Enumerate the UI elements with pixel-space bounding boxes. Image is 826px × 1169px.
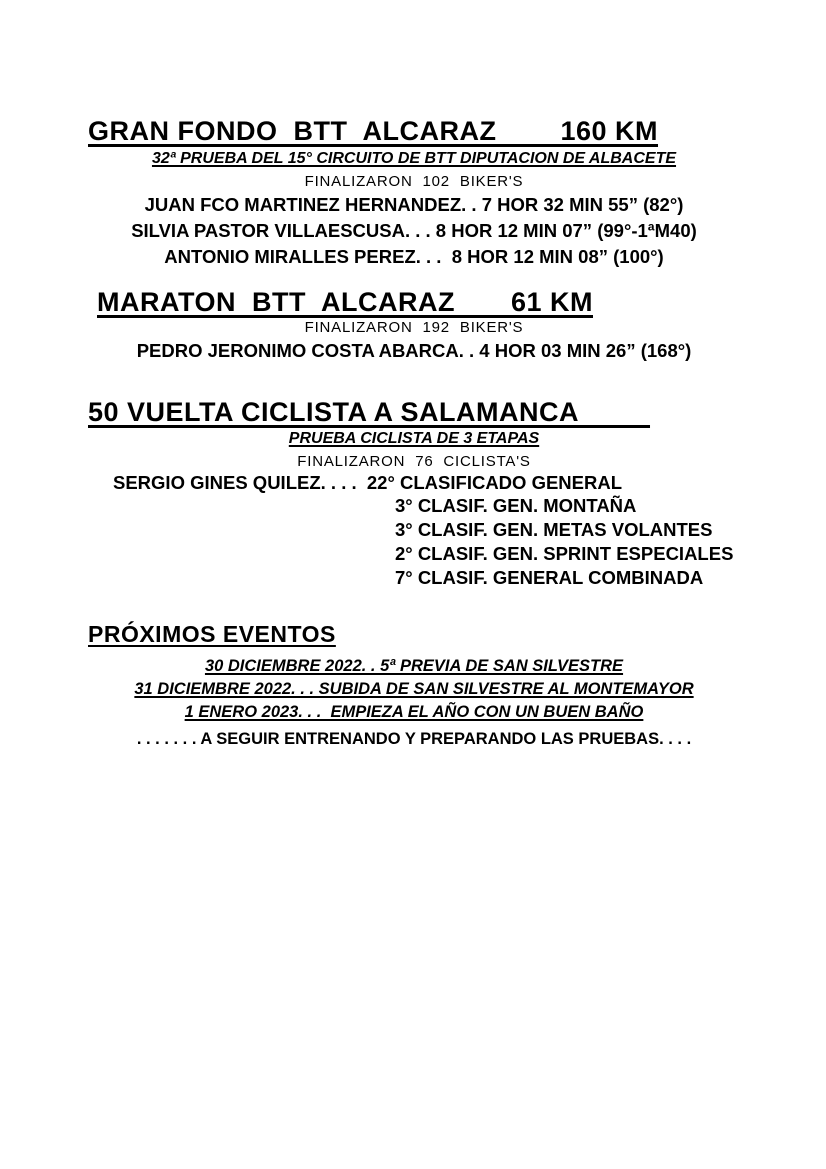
gran-fondo-finishers: FINALIZARON 102 BIKER'S: [304, 173, 524, 190]
result-line: ANTONIO MIRALLES PEREZ. . . 8 HOR 12 MIN 08” (100°): [164, 246, 664, 267]
proximos-eventos-title: PRÓXIMOS EVENTOS: [88, 621, 336, 647]
event-line: 1 ENERO 2023. . . EMPIEZA EL AÑO CON UN BUEN BAÑO: [184, 703, 644, 721]
event-line: 31 DICIEMBRE 2022. . . SUBIDA DE SAN SILVESTRE AL MONTEMAYOR: [134, 680, 694, 698]
vuelta-finishers: FINALIZARON 76 CICLISTA'S: [297, 453, 531, 470]
classification-line: 7° CLASIF. GENERAL COMBINADA: [395, 567, 704, 588]
result-line: PEDRO JERONIMO COSTA ABARCA. . 4 HOR 03 MIN 26” (168°): [136, 340, 692, 361]
gran-fondo-subtitle: 32ª PRUEBA DEL 15° CIRCUITO DE BTT DIPUTACION DE ALBACETE: [151, 150, 677, 167]
classification-line: 3° CLASIF. GEN. METAS VOLANTES: [395, 519, 713, 540]
result-line: SILVIA PASTOR VILLAESCUSA. . . 8 HOR 12 MIN 07” (99°-1ªM40): [131, 220, 697, 241]
vuelta-title: 50 VUELTA CICLISTA A SALAMANCA: [88, 397, 651, 427]
maraton-title: MARATON BTT ALCARAZ 61 KM: [97, 287, 593, 317]
event-line: 30 DICIEMBRE 2022. . 5ª PREVIA DE SAN SILVESTRE: [204, 657, 624, 675]
classification-line: 2° CLASIF. GEN. SPRINT ESPECIALES: [395, 543, 734, 564]
result-line: SERGIO GINES QUILEZ. . . . 22° CLASIFICADO GENERAL: [113, 472, 623, 493]
gran-fondo-title: GRAN FONDO BTT ALCARAZ 160 KM: [88, 116, 659, 146]
maraton-finishers: FINALIZARON 192 BIKER'S: [304, 319, 524, 336]
result-line: JUAN FCO MARTINEZ HERNANDEZ. . 7 HOR 32 MIN 55” (82°): [144, 194, 684, 215]
classification-line: 3° CLASIF. GEN. MONTAÑA: [395, 495, 637, 516]
vuelta-subtitle: PRUEBA CICLISTA DE 3 ETAPAS: [288, 430, 540, 447]
closing-line: . . . . . . . A SEGUIR ENTRENANDO Y PREPARANDO LAS PRUEBAS. . . .: [136, 730, 692, 748]
